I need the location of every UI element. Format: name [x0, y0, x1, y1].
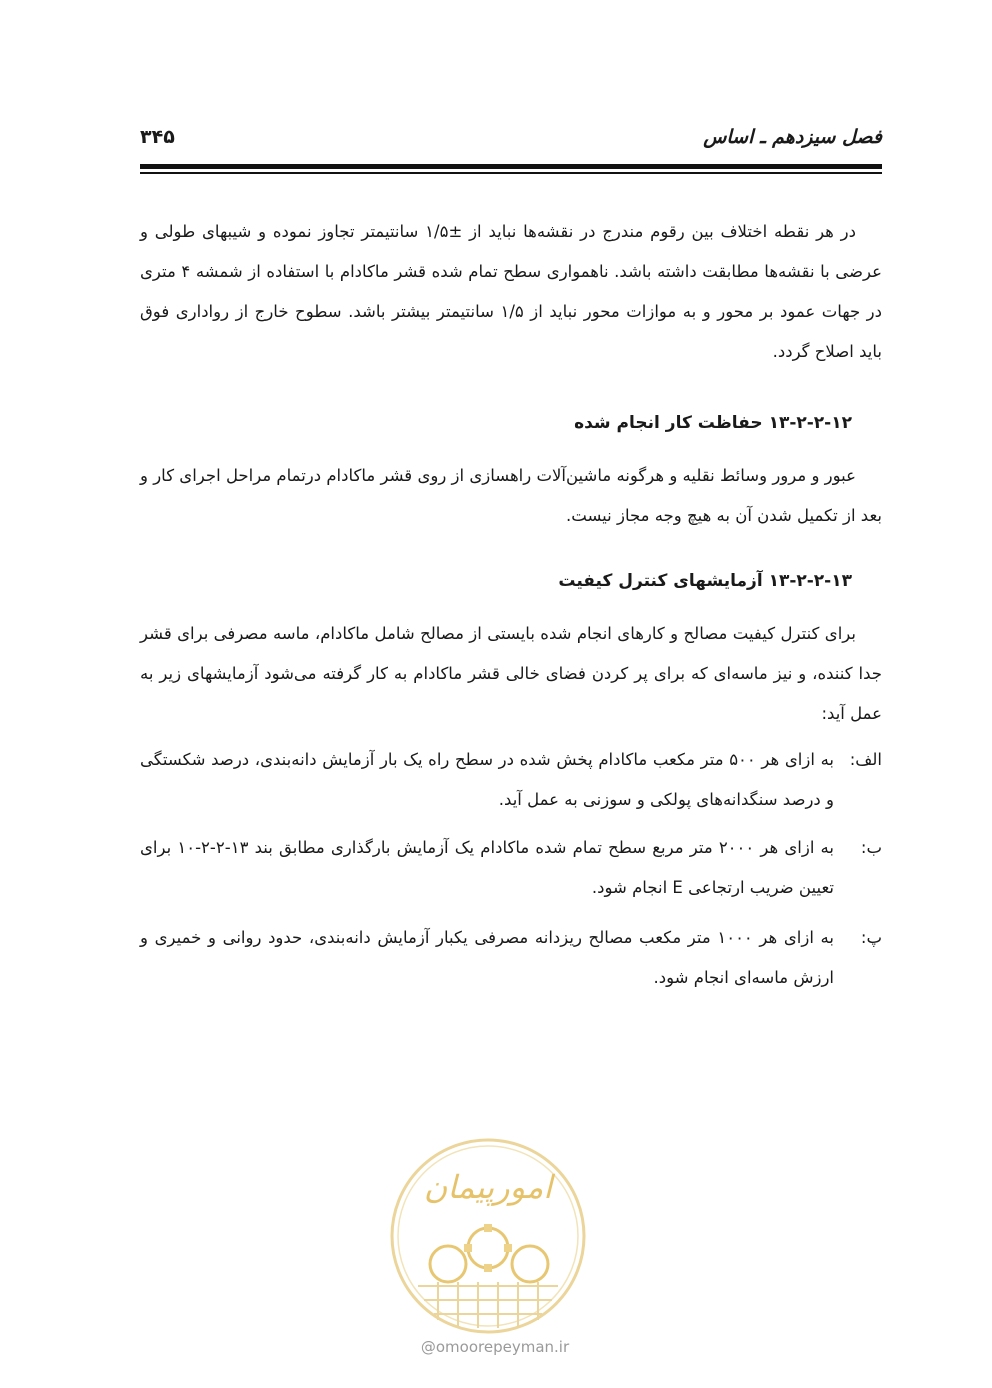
list-item-alef [140, 740, 882, 820]
paragraph-quality-control [140, 614, 882, 734]
header-rule-thin [140, 172, 882, 174]
page-number: ۳۴۵ [140, 126, 175, 148]
chapter-title: فصل سیزدهم ـ اساس [703, 126, 882, 148]
list-item-be [140, 828, 882, 908]
at-icon: @ [420, 1338, 436, 1356]
list-item-pe [140, 918, 882, 998]
list-item-text: به ازای هر ۲۰۰۰ متر مربع سطح تمام شده ماکادام یک آزمایش بارگذاری مطابق بند ۱۳-۲-۲-۱۰ برای تعیین ضریب ارتجاعی E انجام شود. [140, 838, 834, 897]
page-header [140, 126, 882, 158]
watermark-url: @omoorepeyman.ir [420, 1338, 570, 1356]
list-item-label: ب: [860, 838, 882, 857]
paragraph-text: در هر نقطه اختلاف بین رقوم مندرج در نقشه‌ها نباید از ±۱/۵ سانتیمتر تجاوز نموده و شیبهای طولی و عرضی با نقشه‌ها مطابقت داشته باشد. ناهمواری سطح تمام شده قشر ماکادام با استفاده از شمشه ۴ متری در جهات عمود بر محور و به موازات محور نباید از ۱/۵ سانتیمتر بیشتر باشد. سطوح خارج از رواداری فوق باید اصلاح گردد. [140, 222, 882, 361]
paragraph-text: عبور و مرور وسائط نقلیه و هرگونه ماشین‌آلات راهسازی از روی قشر ماکادام درتمام مراحل اجرای کار و بعد از تکمیل شدن آن به هیچ وجه مجاز نیست. [140, 466, 882, 525]
section-heading-quality-control: ۱۳-۲-۲-۱۳ آزمایشهای کنترل کیفیت [558, 571, 852, 591]
logo-lettering: امورپیمان [423, 1168, 553, 1206]
paragraph-tolerance [140, 212, 882, 372]
list-item-label: الف: [849, 750, 882, 769]
paragraph-text: برای کنترل کیفیت مصالح و کارهای انجام شده بایستی از مصالح شامل ماکادام، ماسه مصرفی برای قشر جدا کننده، و نیز ماسه‌ای که برای پر کردن فضای خالی قشر ماکادام به کار گرفته می‌شود آزمایشهای زیر به عمل آید: [140, 624, 882, 723]
watermark-logo [388, 1136, 588, 1336]
watermark-seal-icon [388, 1136, 588, 1336]
section-heading-protection: ۱۳-۲-۲-۱۲ حفاظت کار انجام شده [574, 413, 852, 433]
header-rule-thick [140, 164, 882, 169]
list-item-text: به ازای هر ۵۰۰ متر مکعب ماکادام پخش شده در سطح راه یک بار آزمایش دانه‌بندی، درصد شکستگی و درصد سنگدانه‌های پولکی و سوزنی به عمل آید. [140, 750, 835, 809]
paragraph-protection [140, 456, 882, 536]
list-item-label: پ: [860, 928, 882, 947]
list-item-text: به ازای هر ۱۰۰۰ متر مکعب مصالح ریزدانه مصرفی یکبار آزمایش دانه‌بندی، حدود روانی و خمیری و ارزش ماسه‌ای انجام شود. [140, 928, 834, 987]
